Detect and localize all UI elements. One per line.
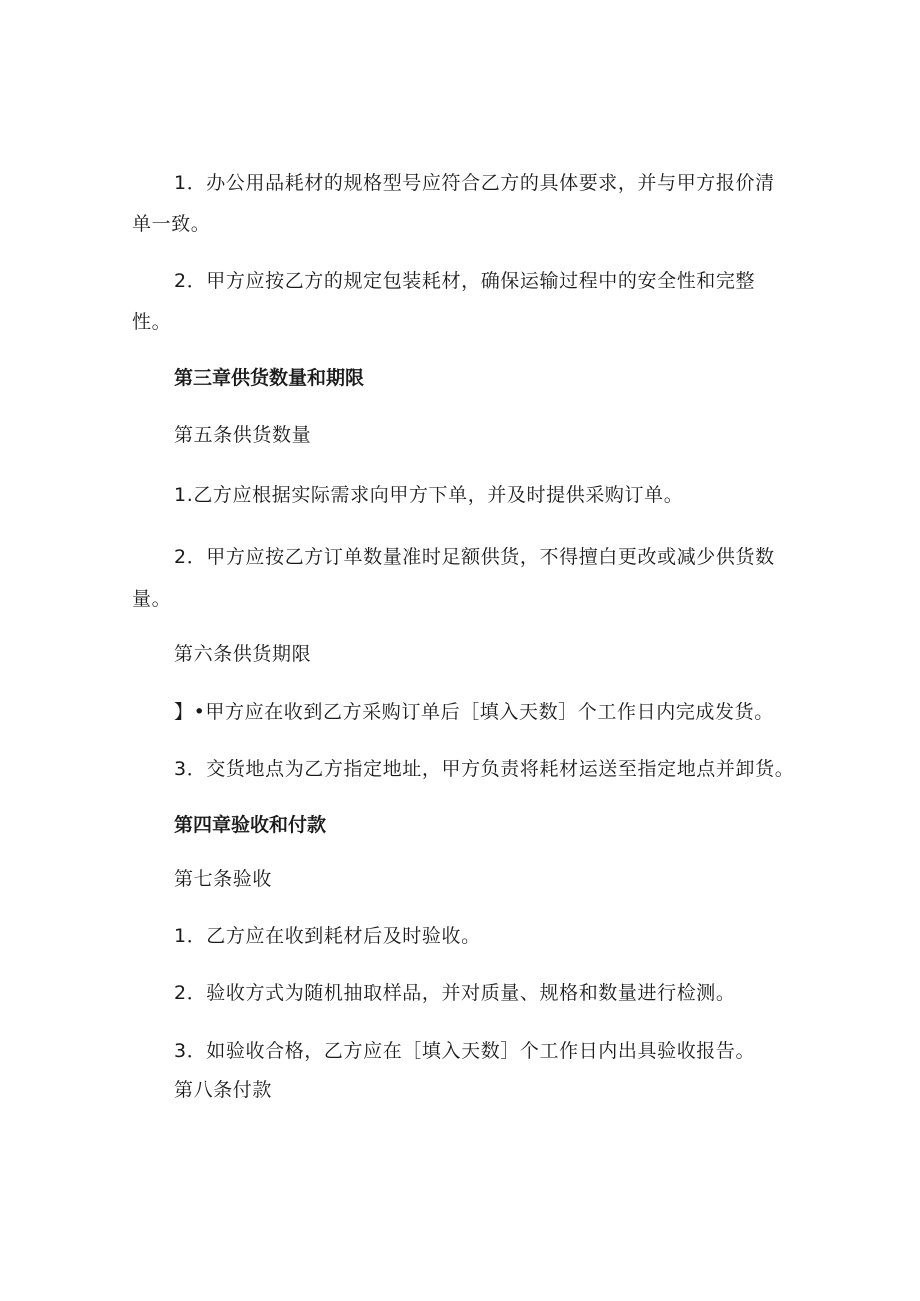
paragraph-item-2-line-1: 2．甲方应按乙方的规定包装耗材，确保运输过程中的安全性和完整 — [174, 270, 756, 292]
chapter-4-heading: 第四章验收和付款 — [174, 814, 327, 836]
article-6-heading: 第六条供货期限 — [174, 643, 312, 665]
article-5-item-1: 1.乙方应根据实际需求向甲方下单，并及时提供采购订单。 — [174, 484, 684, 506]
article-7-item-2: 2．验收方式为随机抽取样品，并对质量、规格和数量进行检测。 — [174, 982, 736, 1004]
article-8-heading: 第八条付款 — [174, 1079, 273, 1101]
article-6-item-3: 3．交货地点为乙方指定地址，甲方负责将耗材运送至指定地点并卸货。 — [174, 758, 795, 780]
article-7-item-1: 1．乙方应在收到耗材后及时验收。 — [174, 925, 481, 947]
article-6-item-1: 】•甲方应在收到乙方采购订单后［填入天数］个工作日内完成发货。 — [174, 701, 774, 723]
paragraph-item-1-line-1: 1．办公用品耗材的规格型号应符合乙方的具体要求，并与甲方报价清 — [174, 172, 775, 194]
article-7-item-3: 3．如验收合格，乙方应在［填入天数］个工作日内出具验收报告。 — [174, 1040, 756, 1062]
paragraph-item-1-line-2: 单一致。 — [132, 213, 211, 235]
article-5-item-2-line-2: 量。 — [132, 588, 172, 610]
article-5-heading: 第五条供货数量 — [174, 424, 312, 446]
article-7-heading: 第七条验收 — [174, 868, 273, 890]
chapter-3-heading: 第三章供货数量和期限 — [174, 367, 365, 389]
paragraph-item-2-line-2: 性。 — [132, 311, 172, 333]
article-5-item-2-line-1: 2．甲方应按乙方订单数量准时足额供货，不得擅白更改或减少供货数 — [174, 546, 775, 568]
